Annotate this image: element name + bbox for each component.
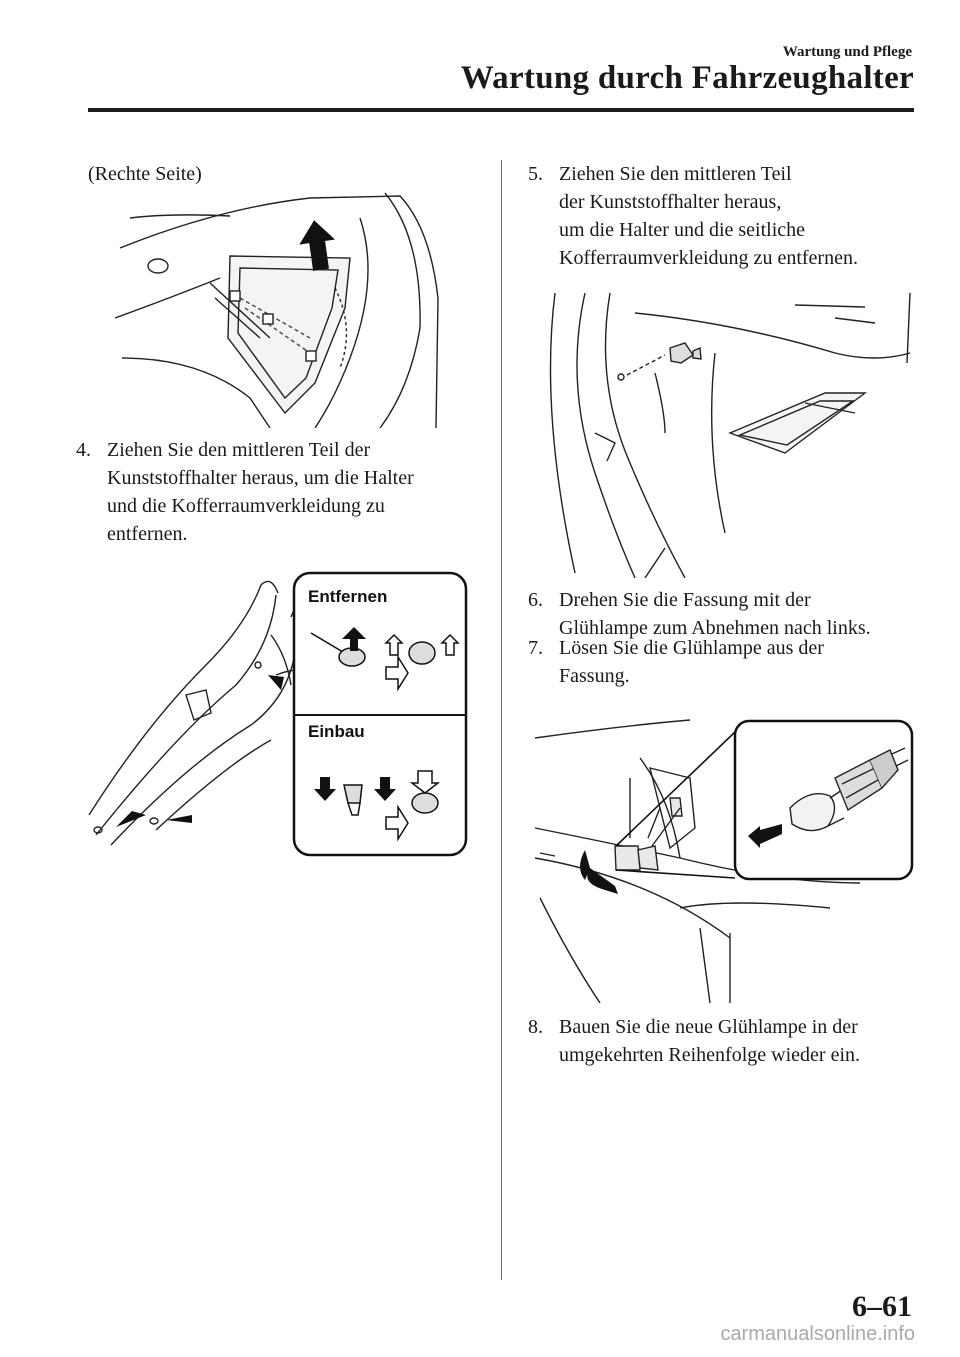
step-8-line: Bauen Sie die neue Glühlampe in der [559,1016,858,1038]
step-7-line: Lösen Sie die Glühlampe aus der [559,637,824,659]
step-8 [528,1013,948,1069]
step-4 [76,436,496,548]
watermark: carmanualsonline.info [720,1323,915,1345]
step-6-line: Drehen Sie die Fassung mit der [559,589,811,611]
step-6-line: Glühlampe zum Abnehmen nach links. [559,617,871,639]
header-rule [88,108,914,112]
side-heading: (Rechte Seite) [88,163,202,185]
remove-label: Entfernen [308,587,388,606]
step-5-number: 5. [528,163,543,185]
bulb-socket-illustration [530,718,915,1003]
step-5-line: Kofferraumverkleidung zu entfernen. [559,247,858,269]
step-7 [528,634,948,690]
header-section: Wartung und Pflege [782,44,912,60]
step-4-line: und die Kofferraumverkleidung zu [107,495,385,517]
step-5-line: Ziehen Sie den mittleren Teil [559,163,792,185]
step-5-line: der Kunststoffhalter heraus, [559,191,782,213]
step-8-number: 8. [528,1016,543,1038]
step-4-line: Ziehen Sie den mittleren Teil der [107,439,371,461]
step-5-line: um die Halter und die seitliche [559,219,806,241]
step-8-line: umgekehrten Reihenfolge wieder ein. [559,1044,860,1066]
trunk-right-side-illustration [110,188,440,428]
page-title: Wartung durch Fahrzeughalter [460,60,914,96]
page-number: 6–61 [852,1290,912,1323]
step-5 [528,160,948,272]
install-label: Einbau [308,722,365,741]
column-divider [501,160,502,1280]
step-6-number: 6. [528,589,543,611]
step-7-number: 7. [528,637,543,659]
step-4-line: Kunststoffhalter heraus, um die Halter [107,467,414,489]
side-trim-removal-illustration [535,293,915,578]
step-4-line: entfernen. [107,523,188,545]
trunk-trim-clip-illustration [86,565,471,860]
step-4-number: 4. [76,439,91,461]
step-7-line: Fassung. [559,665,630,687]
